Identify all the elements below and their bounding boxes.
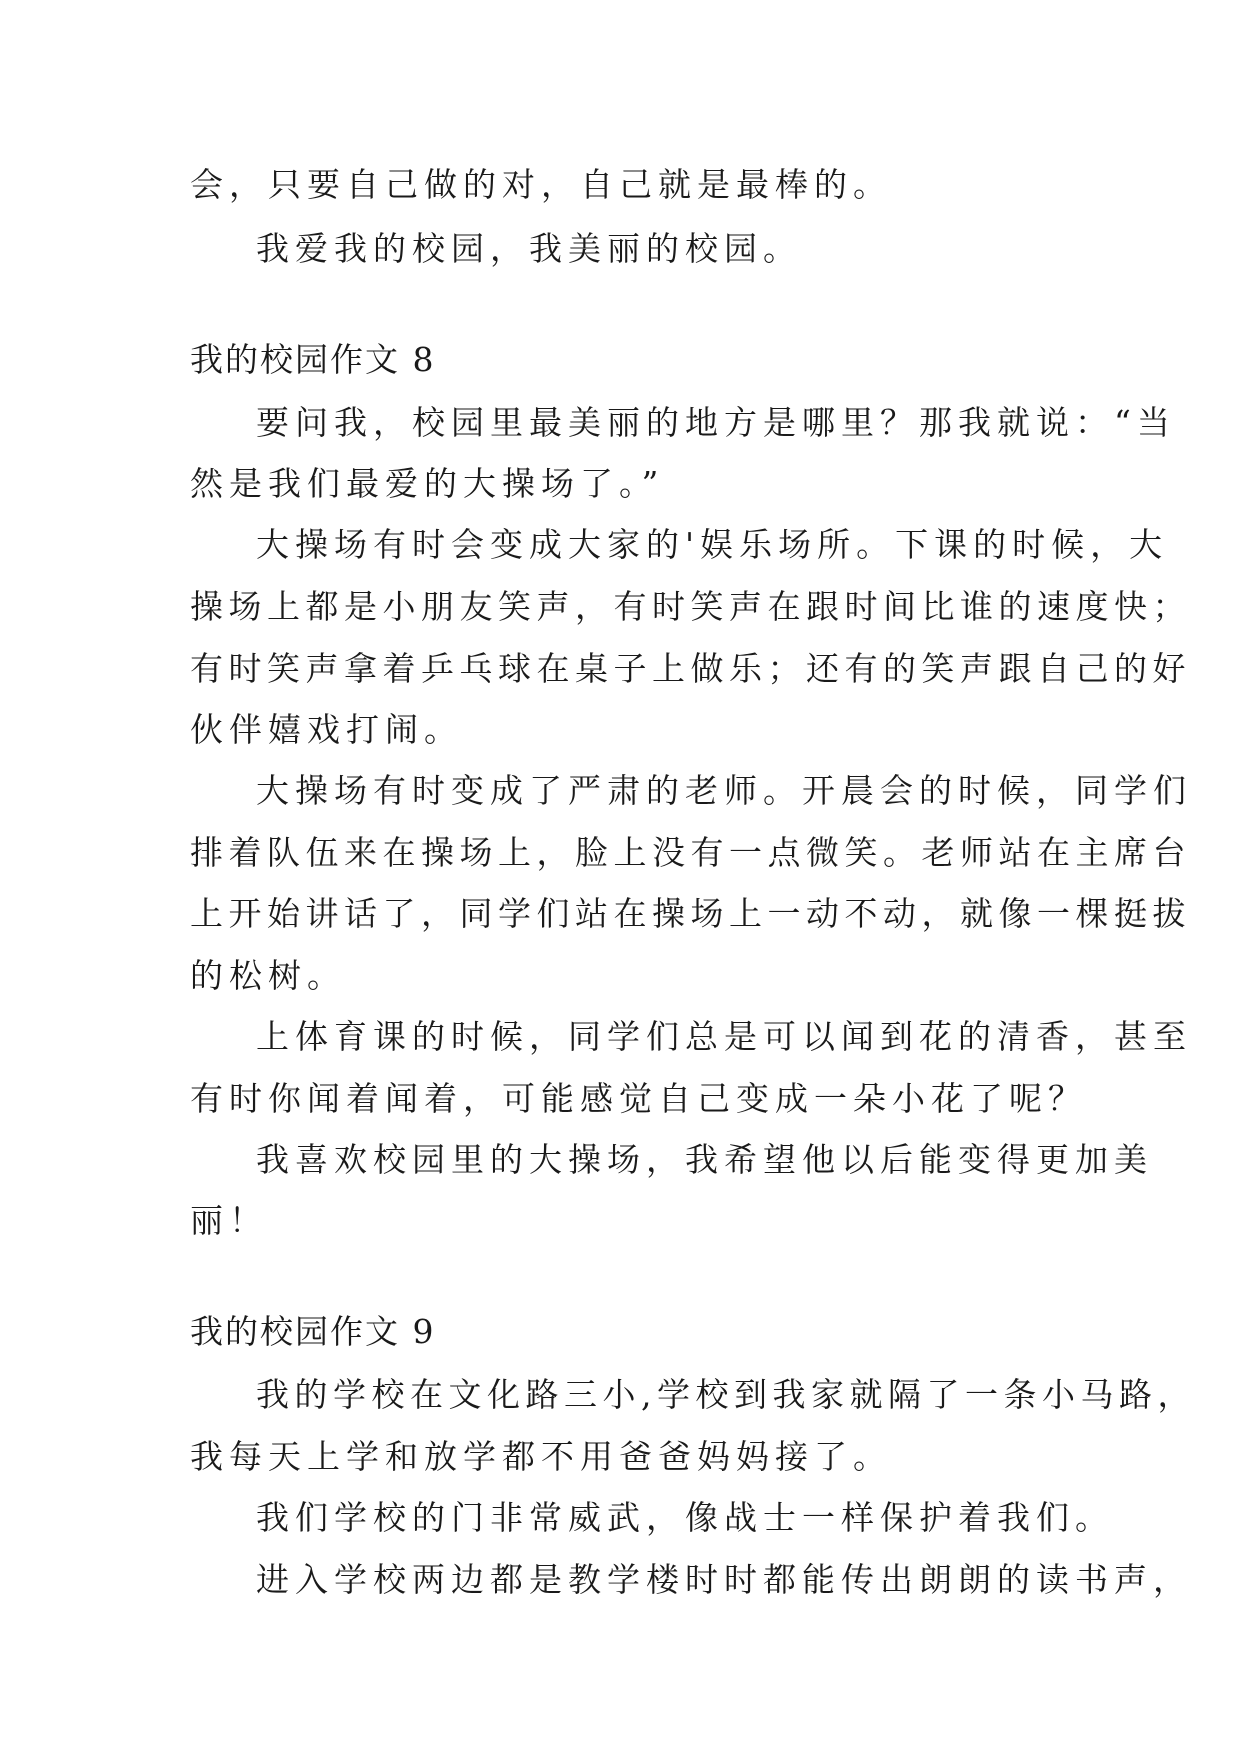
text-line: 大操场有时变成了严肃的老师。开晨会的时候，同学们 xyxy=(256,771,1192,810)
text-line: 伙伴嬉戏打闹。 xyxy=(190,710,463,749)
text-line: 我喜欢校园里的大操场，我希望他以后能变得更加美 xyxy=(256,1140,1153,1179)
text-line: 然是我们最爱的大操场了。” xyxy=(190,464,665,503)
text-line: 进入学校两边都是教学楼时时都能传出朗朗的读书声， xyxy=(256,1560,1192,1599)
text-line: 有时你闻着闻着，可能感觉自己变成一朵小花了呢？ xyxy=(190,1079,1087,1118)
text-line: 丽！ xyxy=(190,1201,268,1240)
text-line: 操场上都是小朋友笑声，有时笑声在跟时间比谁的速度快； xyxy=(190,587,1191,626)
text-line: 我的学校在文化路三小,学校到我家就隔了一条小马路， xyxy=(256,1375,1196,1414)
section-heading: 我的校园作文 9 xyxy=(190,1312,436,1351)
text-line: 大操场有时会变成大家的'娱乐场所。下课的时候，大 xyxy=(256,525,1169,564)
text-line: 有时笑声拿着乒乓球在桌子上做乐；还有的笑声跟自己的好 xyxy=(190,649,1191,688)
text-line: 要问我，校园里最美丽的地方是哪里？那我就说：“当 xyxy=(256,403,1176,442)
text-line: 会，只要自己做的对，自己就是最棒的。 xyxy=(190,165,892,204)
text-line: 的松树。 xyxy=(190,956,346,995)
text-line: 上开始讲话了，同学们站在操场上一动不动，就像一棵挺拔 xyxy=(190,894,1191,933)
text-line: 排着队伍来在操场上，脸上没有一点微笑。老师站在主席台 xyxy=(190,833,1191,872)
text-line: 我每天上学和放学都不用爸爸妈妈接了。 xyxy=(190,1437,892,1476)
text-line: 我爱我的校园，我美丽的校园。 xyxy=(256,229,802,268)
section-heading: 我的校园作文 8 xyxy=(190,340,436,379)
text-line: 上体育课的时候，同学们总是可以闻到花的清香，甚至 xyxy=(256,1017,1192,1056)
text-line: 我们学校的门非常威武，像战士一样保护着我们。 xyxy=(256,1498,1114,1537)
